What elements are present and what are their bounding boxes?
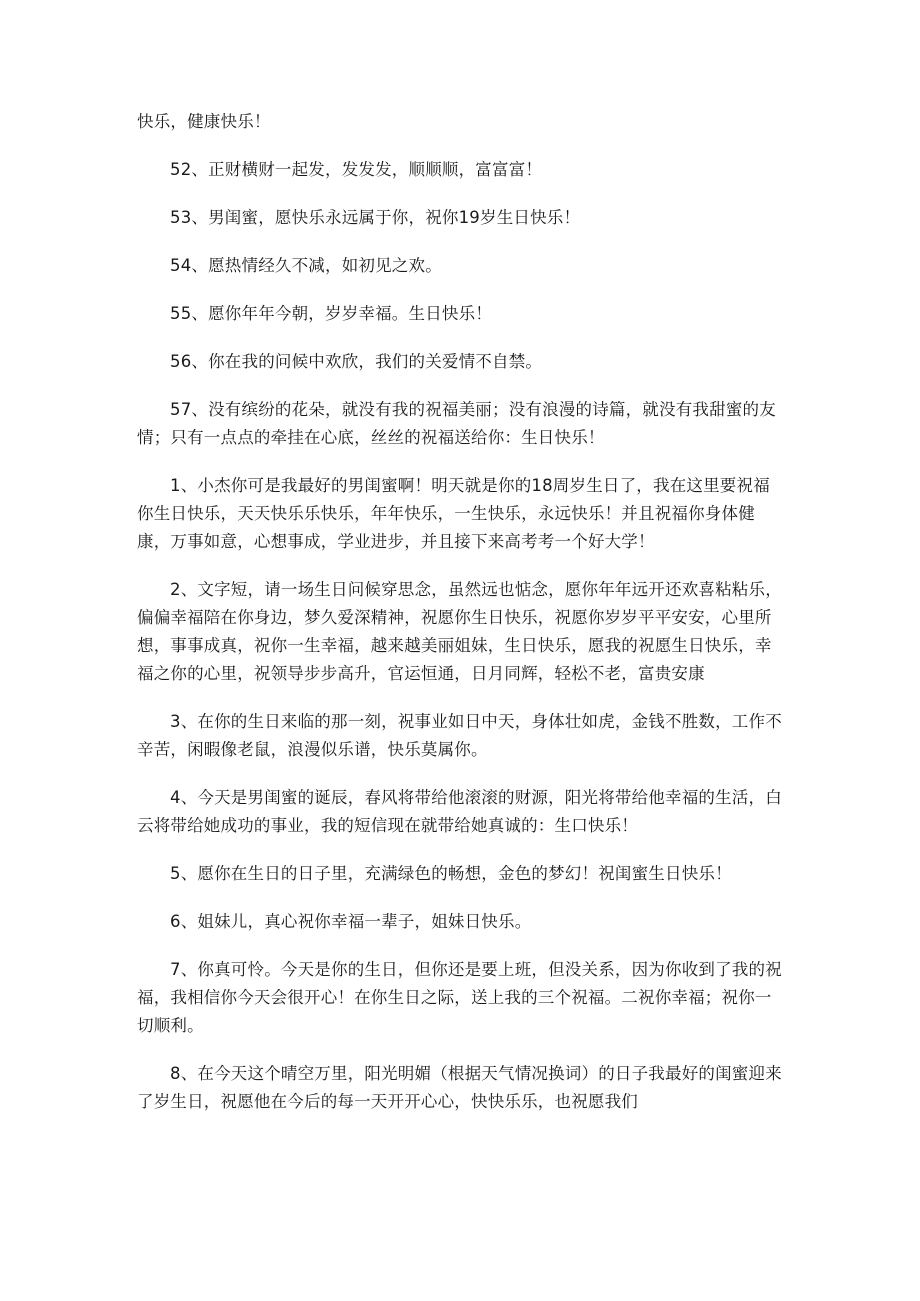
paragraph: 7、你真可怜。今天是你的生日，但你还是要上班，但没关系，因为你收到了我的祝福，我相信你今天会很开心！在你生日之际，送上我的三个祝福。二祝你幸福；祝你一切顺利。 <box>137 960 782 1035</box>
paragraph: 56、你在我的问候中欢欣，我们的关爱情不自禁。 <box>170 352 543 371</box>
paragraph: 57、没有缤纷的花朵，就没有我的祝福美丽；没有浪漫的诗篇，就没有我甜蜜的友情；只有一点点的牵挂在心底，丝丝的祝福送给你：生日快乐！ <box>137 400 776 447</box>
paragraph: 8、在今天这个晴空万里，阳光明媚（根据天气情况换词）的日子我最好的闺蜜迎来了岁生日，祝愿他在今后的每一天开开心心，快快乐乐，也祝愿我们 <box>137 1064 782 1111</box>
paragraph: 5、愿你在生日的日子里，充满绿色的畅想，金色的梦幻！祝闺蜜生日快乐！ <box>170 864 732 883</box>
paragraph: 快乐，健康快乐！ <box>137 112 271 131</box>
paragraph: 53、男闺蜜，愿快乐永远属于你，祝你19岁生日快乐！ <box>170 208 581 227</box>
paragraph: 6、姐妹儿，真心祝你幸福一辈子，姐妹日快乐。 <box>170 912 532 931</box>
paragraph: 2、文字短，请一场生日问候穿思念，虽然远也惦念，愿你年年远开还欢喜粘粘乐，偏偏幸福陪在你身边，梦久爱深精神，祝愿你生日快乐，祝愿你岁岁平平安安，心里所想，事事成真，祝你一生幸福，越来越美丽姐妹，生日快乐，愿我的祝愿生日快乐，幸福之你的心里，祝领导步步高升，官运恒通，日月同辉，轻松不老，富贵安康 <box>137 580 782 683</box>
paragraph: 52、正财横财一起发，发发发，顺顺顺，富富富！ <box>170 160 543 179</box>
paragraph: 55、愿你年年今朝，岁岁幸福。生日快乐！ <box>170 304 492 323</box>
paragraph: 3、在你的生日来临的那一刻，祝事业如日中天，身体壮如虎，金钱不胜数，工作不辛苦，闲暇像老鼠，浪漫似乐谱，快乐莫属你。 <box>137 712 782 759</box>
paragraph: 54、愿热情经久不减，如初见之欢。 <box>170 256 442 275</box>
document-body <box>137 108 783 1136</box>
paragraph: 1、小杰你可是我最好的男闺蜜啊！明天就是你的18周岁生日了，我在这里要祝福你生日快乐，天天快乐乐快乐，年年快乐，一生快乐，永远快乐！并且祝福你身体健康，万事如意，心想事成，学业进步，并且接下来高考考一个好大学！ <box>137 476 770 551</box>
paragraph: 4、今天是男闺蜜的诞辰，春风将带给他滚滚的财源，阳光将带给他幸福的生活，白云将带给她成功的事业，我的短信现在就带给她真诚的：生口快乐！ <box>137 788 782 835</box>
